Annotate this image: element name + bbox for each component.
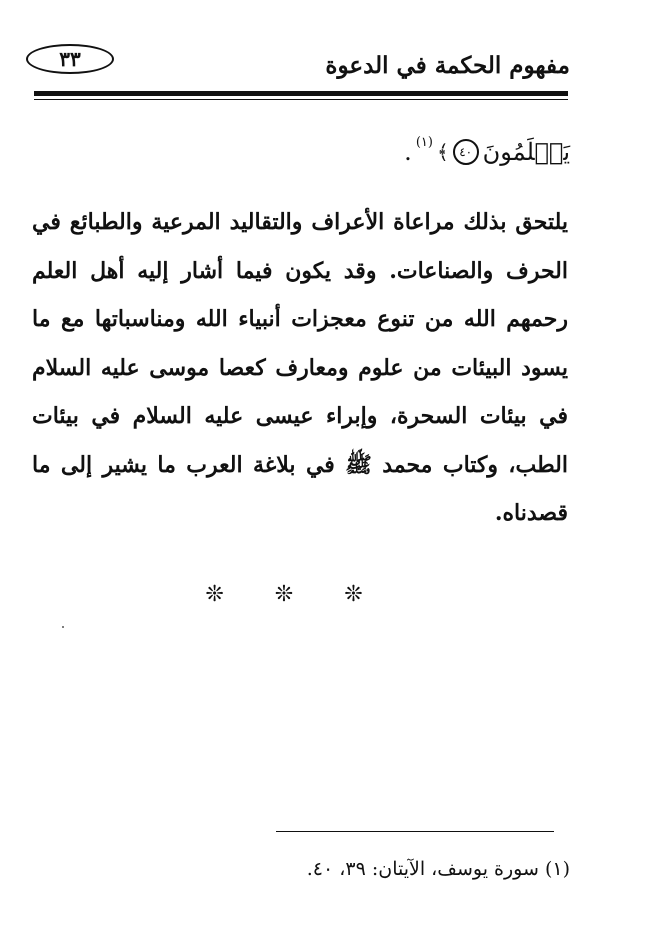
ayah-number: ٤٠ bbox=[459, 145, 473, 159]
scan-speck bbox=[62, 626, 64, 628]
verse-full-stop: . bbox=[404, 138, 412, 166]
section-separator: ❊ ❊ ❊ bbox=[205, 582, 385, 607]
running-title: مفهوم الحكمة في الدعوة bbox=[325, 52, 570, 79]
footnote-rule bbox=[276, 831, 554, 832]
footnote: (١) سورة يوسف، الآيتان: ٣٩، ٤٠. bbox=[306, 858, 570, 880]
page-number bbox=[26, 44, 114, 74]
verse-ending bbox=[404, 134, 570, 166]
ayah-number-icon bbox=[453, 139, 479, 165]
verse-word: يَعۡلَمُونَ bbox=[482, 138, 570, 166]
footnote-reference: (١) bbox=[415, 134, 433, 150]
page-number-text: ٣٣ bbox=[59, 47, 81, 71]
header-rule-thick bbox=[34, 91, 568, 96]
body-paragraph: يلتحق بذلك مراعاة الأعراف والتقاليد المرعية والطبائع في الحرف والصناعات. وقد يكون فيما أشار إليه أهل العلم رحمهم الله من تنوع معجزات أنبياء الله ومناسباتها مع ما يسود البيئات من علوم ومعارف كعصا موسى عليه السلام في بيئات السحرة، وإبراء عيسى عليه السلام في بيئات الطب، وكتاب محمد ﷺ في بلاغة العرب ما يشير إلى ما قصدناه. bbox=[32, 209, 568, 526]
header-rule-thin bbox=[34, 99, 568, 100]
quran-bracket-icon: ﴾ bbox=[436, 140, 449, 164]
